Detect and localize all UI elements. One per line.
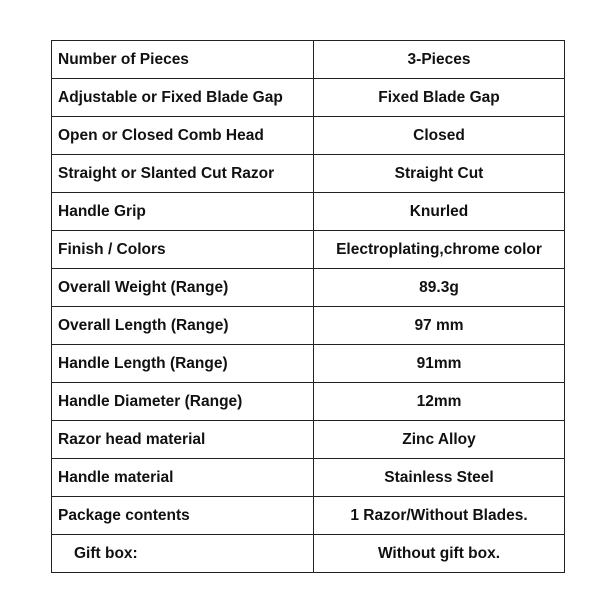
row-value: Electroplating,chrome color <box>314 231 565 269</box>
row-label: Adjustable or Fixed Blade Gap <box>52 79 314 117</box>
row-label: Package contents <box>52 497 314 535</box>
row-label: Overall Weight (Range) <box>52 269 314 307</box>
table-row <box>52 41 565 79</box>
row-label: Finish / Colors <box>52 231 314 269</box>
row-label: Gift box: <box>52 535 314 573</box>
table-row <box>52 421 565 459</box>
row-value: 89.3g <box>314 269 565 307</box>
row-value: Fixed Blade Gap <box>314 79 565 117</box>
table-row <box>52 383 565 421</box>
row-value: Knurled <box>314 193 565 231</box>
row-label: Straight or Slanted Cut Razor <box>52 155 314 193</box>
spec-table <box>51 40 565 573</box>
table-row <box>52 155 565 193</box>
row-value: 91mm <box>314 345 565 383</box>
row-value: 12mm <box>314 383 565 421</box>
row-label: Handle Length (Range) <box>52 345 314 383</box>
row-label: Open or Closed Comb Head <box>52 117 314 155</box>
row-label: Handle Grip <box>52 193 314 231</box>
row-value: 97 mm <box>314 307 565 345</box>
row-value: 3-Pieces <box>314 41 565 79</box>
row-value: Closed <box>314 117 565 155</box>
table-row <box>52 307 565 345</box>
row-label: Number of Pieces <box>52 41 314 79</box>
row-value: Zinc Alloy <box>314 421 565 459</box>
table-row <box>52 79 565 117</box>
table-row <box>52 269 565 307</box>
row-label: Handle material <box>52 459 314 497</box>
table-row <box>52 535 565 573</box>
table-row <box>52 459 565 497</box>
row-value: Straight Cut <box>314 155 565 193</box>
table-row <box>52 345 565 383</box>
table-row <box>52 497 565 535</box>
row-value: Without gift box. <box>314 535 565 573</box>
table-row <box>52 231 565 269</box>
row-value: 1 Razor/Without Blades. <box>314 497 565 535</box>
row-value: Stainless Steel <box>314 459 565 497</box>
table-row <box>52 117 565 155</box>
row-label: Overall Length (Range) <box>52 307 314 345</box>
row-label: Razor head material <box>52 421 314 459</box>
row-label: Handle Diameter (Range) <box>52 383 314 421</box>
table-row <box>52 193 565 231</box>
